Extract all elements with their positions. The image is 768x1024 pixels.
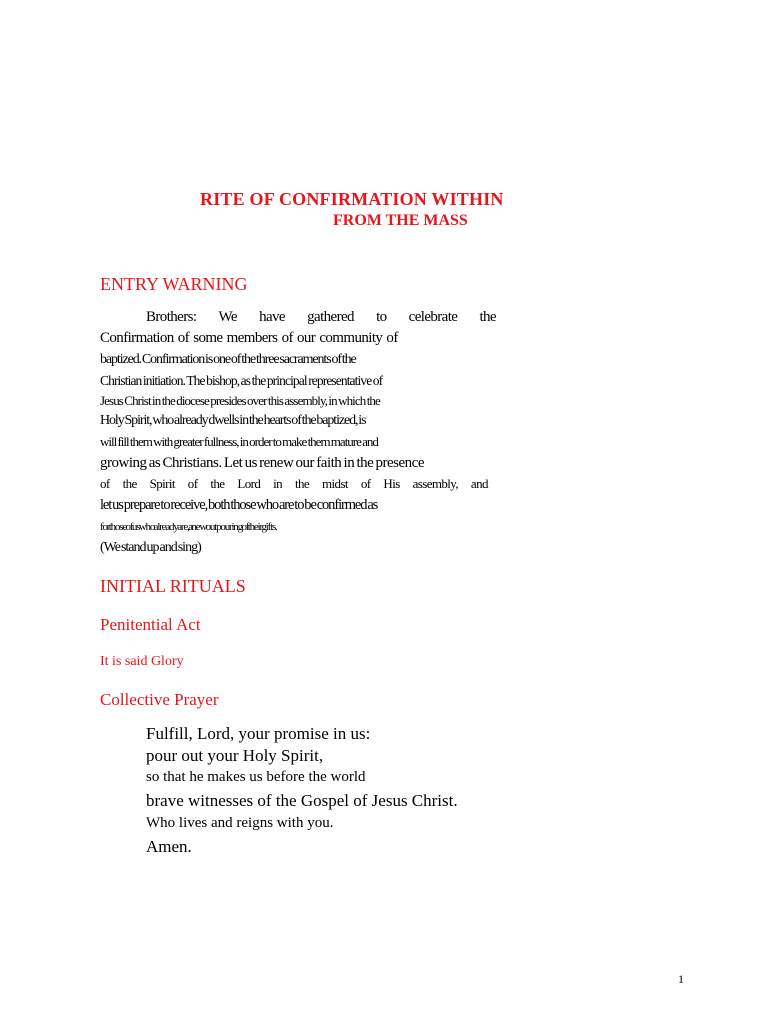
warning-word: We [218, 309, 237, 325]
warning-line-3: baptized. Confirmation is one of the three sacraments of the [100, 352, 356, 367]
warning-word: Lord [237, 476, 261, 491]
warning-line-7: will fill them with greater fullness, in order to make them mature and [100, 434, 378, 449]
prayer-line-4: brave witnesses of the Gospel of Jesus Christ. [146, 791, 458, 810]
warning-word: Brothers: [146, 309, 197, 325]
warning-word: Spirit [149, 476, 175, 491]
warning-line-4: Christian initiation. The bishop, as the principal representative of [100, 373, 383, 388]
glory-note: It is said Glory [100, 654, 184, 669]
penitential-act-heading: Penitential Act [100, 615, 201, 634]
warning-line-9 [100, 476, 488, 492]
document-subtitle: FROM THE MASS [333, 212, 468, 229]
warning-word: the [122, 476, 137, 491]
page-number: 1 [678, 972, 684, 986]
entry-warning-heading: ENTRY WARNING [100, 274, 248, 294]
warning-word: gathered [307, 309, 354, 325]
collective-prayer-heading: Collective Prayer [100, 690, 219, 709]
warning-line-8: growing as Christians. Let us renew our faith in the presence [100, 455, 424, 471]
warning-word: His [383, 476, 400, 491]
warning-line-11: for those of us who already are, a new outpouring of their gifts. [100, 521, 277, 533]
warning-word: to [376, 309, 387, 325]
warning-word: have [259, 309, 285, 325]
warning-word: assembly, [412, 476, 458, 491]
document-title: RITE OF CONFIRMATION WITHIN [200, 189, 504, 209]
prayer-line-1: Fulfill, Lord, your promise in us: [146, 724, 371, 743]
warning-line-10: let us prepare to receive, both those who are to be confirmed as [100, 497, 378, 513]
warning-line-5: Jesus Christ in the diocese presides over this assembly, in which the [100, 393, 380, 408]
warning-line-2: Confirmation of some members of our community of [100, 330, 398, 346]
prayer-line-2: pour out your Holy Spirit, [146, 746, 324, 765]
warning-word: of [360, 476, 371, 491]
warning-line-6: Holy Spirit, who already dwells in the hearts of the baptized, is [100, 413, 366, 428]
initial-rituals-heading: INITIAL RITUALS [100, 576, 246, 596]
warning-word: the [479, 309, 496, 325]
warning-word: the [210, 476, 225, 491]
warning-line-1 [146, 309, 496, 326]
warning-word: in [273, 476, 283, 491]
warning-word: the [295, 476, 310, 491]
warning-line-12: (We stand up and sing) [100, 540, 201, 555]
prayer-line-6: Amen. [146, 837, 192, 856]
warning-word: midst [322, 476, 348, 491]
prayer-line-3: so that he makes us before the world [146, 769, 366, 785]
warning-word: celebrate [408, 309, 458, 325]
warning-word: of [100, 476, 110, 491]
warning-word: and [470, 476, 488, 491]
prayer-line-5: Who lives and reigns with you. [146, 815, 334, 831]
warning-word: of [187, 476, 198, 491]
